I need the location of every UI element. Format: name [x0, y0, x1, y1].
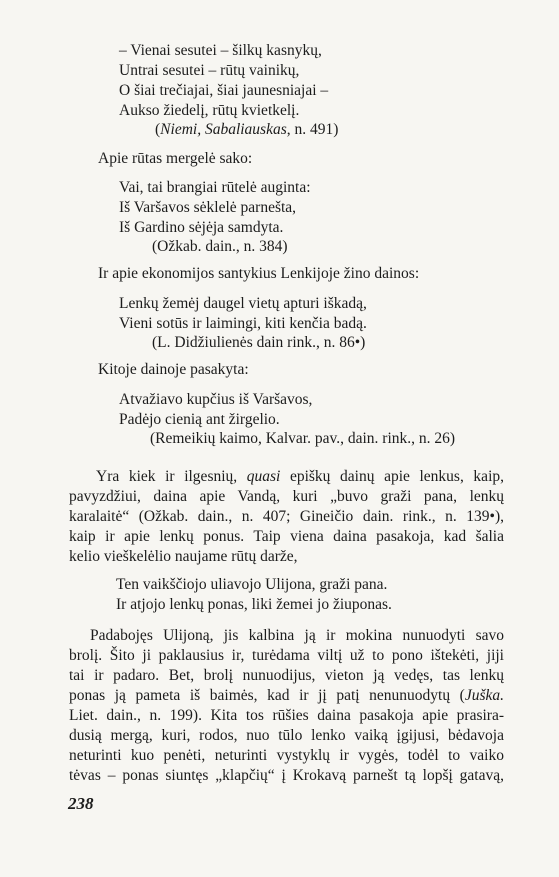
poem1-line-2: Untrai sesutei – rūtų vainikų, [119, 62, 300, 79]
intro-rutas: Apie rūtas mergelė sako: [98, 150, 253, 167]
poem1-line-1: – Vienai sesutei – šilkų kasnykų, [119, 42, 322, 59]
para2-line-8: tėvas – ponas siuntęs „klapčių“ į Krokavą parnešt tą lopšį gatavą, [69, 767, 504, 784]
para2-line-6: dusią mergą, kuri, rodos, nuo tūlo lenko vaiką įgijusi, bėdavoja [69, 727, 504, 744]
poem1-line-4: Aukso žiedelį, rūtų kvietkelį. [119, 102, 300, 119]
para1-line-2: pavyzdžiui, daina apie Vandą, kuri „buvo graži pana, lenkų [69, 488, 504, 505]
para1-line-1 [96, 468, 504, 486]
poem1-source [155, 121, 338, 139]
para2-line-3: tai ir padaro. Bet, brolį nunuodijus, vieton ją vedęs, tas lenkų [69, 667, 504, 684]
poem2-line-2: Iš Varšavos sėklelė parnešta, [119, 199, 297, 216]
poem3-line-1: Lenkų žemėj daugel vietų apturi iškadą, [119, 295, 367, 312]
para2-line-5: Liet. dain., n. 199). Kita tos rūšies daina pasakoja apie prasira- [69, 707, 504, 724]
poem5-line-2: Ir atjojo lenkų ponas, liki žemei jo žiuponas. [116, 596, 392, 613]
para1-line-1b: epiškų dainų apie lenkus, kaip, [280, 468, 504, 485]
page-number: 238 [68, 794, 94, 813]
poem4-line-2: Padėjo cienią ant žirgelio. [119, 411, 280, 428]
poem3-line-2: Vieni sotūs ir laimingi, kiti kenčia badą. [119, 315, 367, 332]
poem2-line-1: Vai, tai brangiai rūtelė auginta: [119, 179, 311, 196]
para2-line-4a: ponas ją pameta iš baimės, kad ir jį patį nenunuodytų ( [69, 687, 465, 704]
poem1-source-open: ( [155, 121, 161, 138]
para2-juska: Juška. [464, 687, 504, 704]
para2-line-4 [69, 687, 504, 705]
poem1-line-3: O šiai trečiajai, šiai jaunesniajai – [119, 82, 329, 99]
para1-line-1a: Yra kiek ir ilgesnių, [96, 468, 247, 485]
para1-line-4: kaip ir apie lenkų ponus. Taip viena daina pasakoja, kad šalia [69, 528, 504, 545]
para1-quasi: quasi [246, 468, 281, 485]
para1-line-5: kelio vieškelėlio naujame rūtų darže, [69, 548, 298, 565]
para2-line-7: neturinti kuo penėti, neturinti vystyklų ir vygės, todėl to vaiko [69, 747, 504, 764]
poem5-line-1: Ten vaikščiojo uliavojo Ulijona, graži pana. [116, 576, 388, 593]
para2-line-2: brolį. Šito ji paklausius ir, turėdama viltį už to pono ištekėti, jiji [69, 647, 504, 664]
poem4-source: (Remeikių kaimo, Kalvar. pav., dain. rink., n. 26) [150, 430, 456, 447]
poem1-source-authors: Niemi, Sabaliauskas [160, 121, 287, 138]
intro-ekonomija: Ir apie ekonomijos santykius Lenkijoje žino dainos: [98, 265, 420, 282]
para1-line-3: karalaitė“ (Ožkab. dain., n. 407; Gineičio dain. rink., n. 139•), [69, 508, 504, 525]
intro-kitoje: Kitoje dainoje pasakyta: [98, 361, 249, 378]
poem2-source: (Ožkab. dain., n. 384) [152, 238, 288, 255]
poem3-source: (L. Didžiulienės dain rink., n. 86•) [152, 334, 366, 351]
poem1-source-rest: , n. 491) [286, 121, 339, 138]
poem4-line-1: Atvažiavo kupčius iš Varšavos, [119, 391, 313, 408]
poem2-line-3: Iš Gardino sėjėja samdyta. [119, 219, 284, 236]
para2-line-1: Padabojęs Ulijoną, jis kalbina ją ir mokina nunuodyti savo [90, 627, 504, 644]
